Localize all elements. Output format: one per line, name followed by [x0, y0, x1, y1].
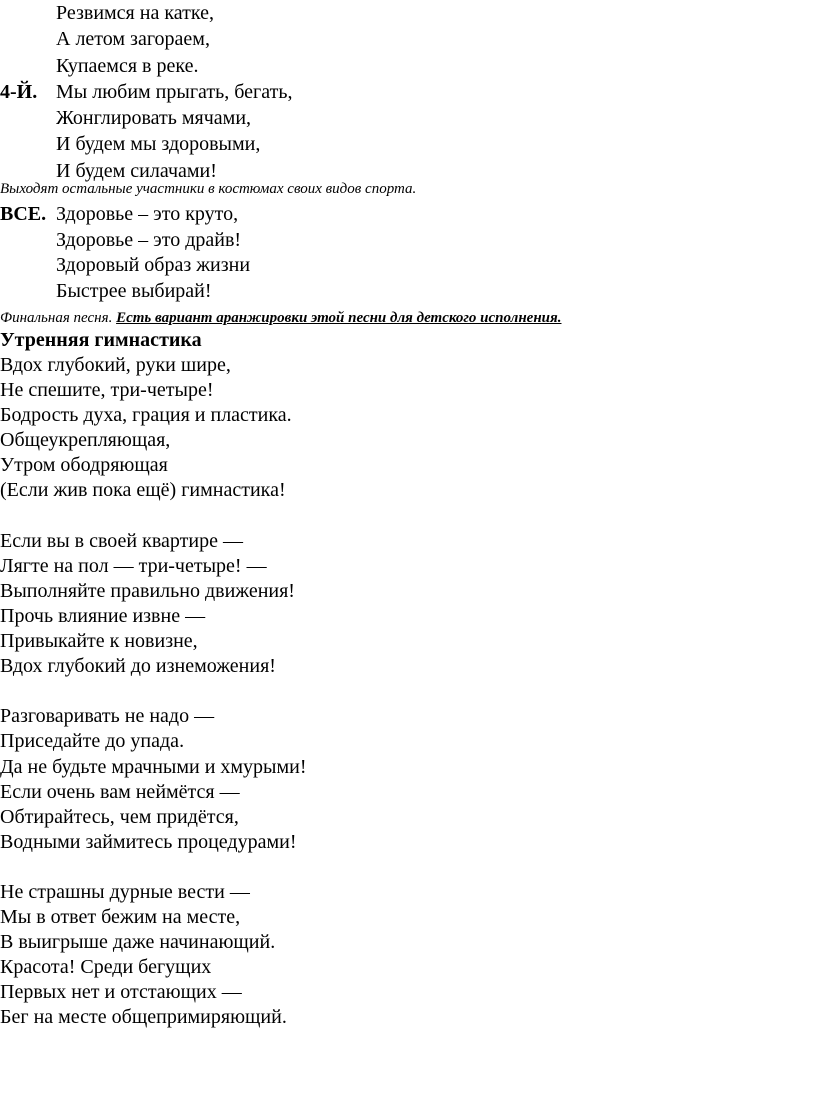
lyric-line: Утром ободряющая — [0, 454, 168, 477]
lyric-line: Первых нет и отстающих — — [0, 981, 242, 1004]
stanza-gap — [0, 504, 307, 529]
verse-block-1 — [0, 0, 292, 184]
verse-line: Резвимся на катке, — [56, 2, 214, 24]
lyric-line: Красота! Среди бегущих — [0, 956, 212, 979]
arrangement-link[interactable]: Есть вариант аранжировки этой песни для детского исполнения. — [116, 310, 562, 326]
note-prefix: Финальная песня. — [0, 310, 113, 326]
lyric-line: Водными займитесь процедурами! — [0, 830, 297, 853]
lyric-line: Не спешите, три-четыре! — [0, 379, 214, 402]
lyric-line: Не страшны дурные вести — — [0, 880, 250, 903]
stage-direction: Выходят остальные участники в костюмах своих видов спорта. — [0, 181, 417, 197]
lyric-line: Разговаривать не надо — — [0, 705, 215, 728]
final-song-note — [0, 308, 561, 328]
verse-line: Здоровье – это круто, — [56, 203, 239, 225]
lyric-line: Вдох глубокий до изнеможения! — [0, 655, 276, 678]
lyric-line: Мы в ответ бежим на месте, — [0, 906, 241, 929]
lyric-line: Вдох глубокий, руки шире, — [0, 354, 231, 376]
song-lyrics — [0, 353, 307, 1031]
song-title: Утренняя гимнастика — [0, 329, 202, 351]
verse-line: Купаемся в реке. — [56, 54, 199, 77]
verse-line: И будем силачами! — [56, 159, 217, 182]
lyric-line: (Если жив пока ещё) гимнастика! — [0, 479, 286, 502]
verse-line: Жонглировать мячами, — [56, 107, 252, 130]
stanza-gap — [0, 855, 307, 880]
lyric-line: Если вы в своей квартире — — [0, 529, 243, 552]
speaker-label: ВСЕ. — [0, 203, 47, 225]
verse-line: Здоровый образ жизни — [56, 254, 251, 277]
lyric-line: Приседайте до упада. — [0, 730, 185, 753]
verse-line: И будем мы здоровыми, — [56, 133, 261, 156]
lyric-line: Да не будьте мрачными и хмурыми! — [0, 755, 307, 778]
lyric-line: Бодрость духа, грация и пластика. — [0, 404, 292, 427]
verse-line: Быстрее выбирай! — [56, 280, 212, 303]
lyric-line: Выполняйте правильно движения! — [0, 579, 295, 602]
lyric-line: Привыкайте к новизне, — [0, 630, 198, 653]
verse-line: Здоровье – это драйв! — [56, 228, 242, 251]
verse-line: А летом загораем, — [56, 28, 210, 51]
lyric-line: Прочь влияние извне — — [0, 604, 206, 627]
verse-line: Мы любим прыгать, бегать, — [56, 80, 293, 103]
lyric-line: Общеукрепляющая, — [0, 429, 171, 452]
lyric-line: Лягте на пол — три-четыре! — — [0, 554, 267, 577]
lyric-line: В выигрыше даже начинающий. — [0, 931, 276, 954]
lyric-line: Если очень вам неймётся — — [0, 780, 240, 803]
lyric-line: Бег на месте общепримиряющий. — [0, 1006, 287, 1029]
lyric-line: Обтирайтесь, чем придётся, — [0, 805, 239, 828]
speaker-label: 4-Й. — [0, 80, 38, 103]
verse-block-2 — [0, 202, 250, 305]
stanza-gap — [0, 679, 307, 704]
